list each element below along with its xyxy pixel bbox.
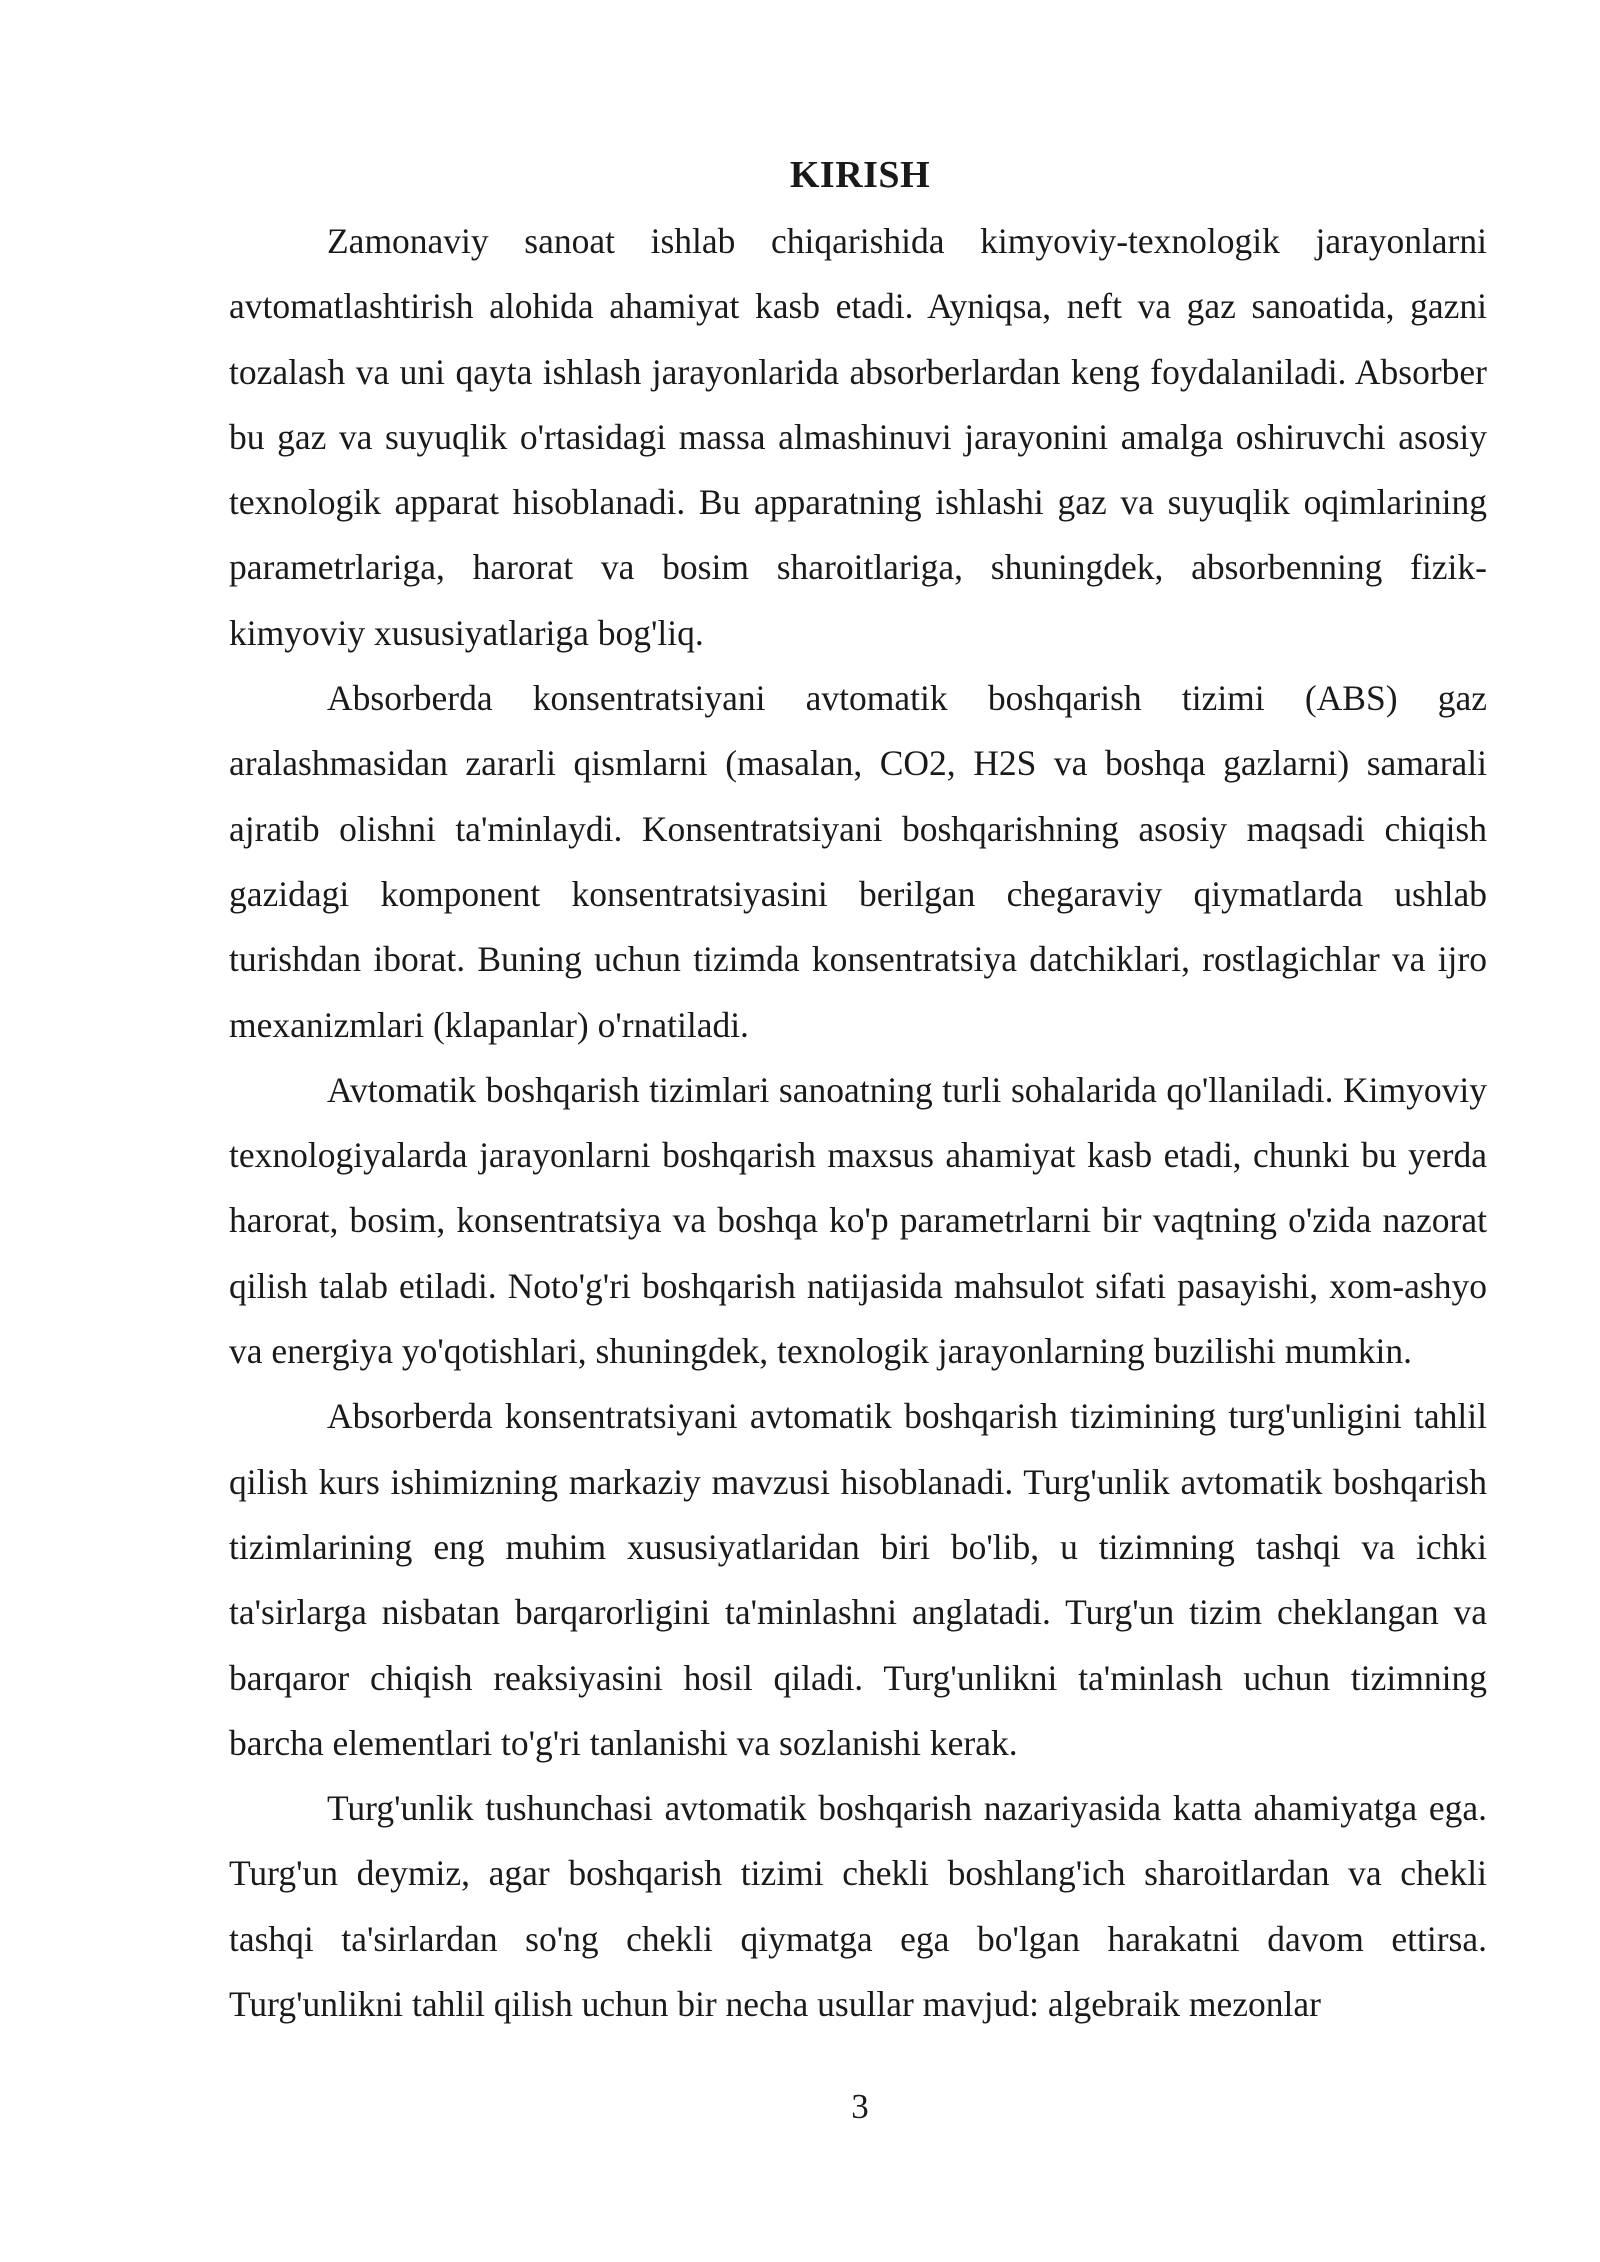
paragraph-3: Avtomatik boshqarish tizimlari sanoatning turli sohalarida qo'llaniladi. Kimyoviy texnologiyalarda jarayonlarni boshqarish maxsus ahamiyat kasb etadi, chunki bu yerda harorat, bosim, konsentratsiya va boshqa ko'p parametrlarni bir vaqtning o'zida nazorat qilish talab etiladi. Noto'g'ri boshqarish natijasida mahsulot sifati pasayishi, xom-ashyo va energiya yo'qotishlari, shuningdek, texnologik jarayonlarning buzilishi mumkin.	[229, 1069, 1487, 1372]
paragraph-2: Absorberda konsentratsiyani avtomatik boshqarish tizimi (ABS) gaz aralashmasidan zararli qismlarni (masalan, CO2, H2S va boshqa gazlarni) samarali ajratib olishni ta'minlaydi. Konsentratsiyani boshqarishning asosiy maqsadi chiqish gazidagi komponent konsentratsiyasini berilgan chegaraviy qiymatlarda ushlab turishdan iborat. Buning uchun tizimda konsentratsiya datchiklari, rostlagichlar va ijro mexanizmlari (klapanlar) o'rnatiladi.	[229, 678, 1487, 1045]
paragraph-5: Turg'unlik tushunchasi avtomatik boshqarish nazariyasida katta ahamiyatga ega. Turg'un deymiz, agar boshqarish tizimi chekli boshlang'ich sharoitlardan va chekli tashqi ta'sirlardan so'ng chekli qiymatga ega bo'lgan harakatni davom ettirsa. Turg'unlikni tahlil qilish uchun bir necha usullar mavjud: algebraik mezonlar	[229, 1788, 1487, 2025]
page-title: KIRISH	[789, 154, 931, 196]
paragraph-4: Absorberda konsentratsiyani avtomatik boshqarish tizimining turg'unligini tahlil qilish kurs ishimizning markaziy mavzusi hisoblanadi. Turg'unlik avtomatik boshqarish tizimlarining eng muhim xususiyatlaridan biri bo'lib, u tizimning tashqi va ichki ta'sirlarga nisbatan barqarorligini ta'minlashni anglatadi. Turg'un tizim cheklangan va barqaror chiqish reaksiyasini hosil qiladi. Turg'unlikni ta'minlash uchun tizimning barcha elementlari to'g'ri tanlanishi va sozlanishi kerak.	[229, 1396, 1487, 1763]
body-text	[229, 209, 1487, 2037]
page-number: 3	[851, 2087, 869, 2126]
paragraph-1: Zamonaviy sanoat ishlab chiqarishida kimyoviy-texnologik jarayonlarni avtomatlashtirish alohida ahamiyat kasb etadi. Ayniqsa, neft va gaz sanoatida, gazni tozalash va uni qayta ishlash jarayonlarida absorberlardan keng foydalaniladi. Absorber bu gaz va suyuqlik o'rtasidagi massa almashinuvi jarayonini amalga oshiruvchi asosiy texnologik apparat hisoblanadi. Bu apparatning ishlashi gaz va suyuqlik oqimlarining parametrlariga, harorat va bosim sharoitlariga, shuningdek, absorbenning fizik-kimyoviy xususiyatlariga bog'liq.	[229, 221, 1487, 653]
